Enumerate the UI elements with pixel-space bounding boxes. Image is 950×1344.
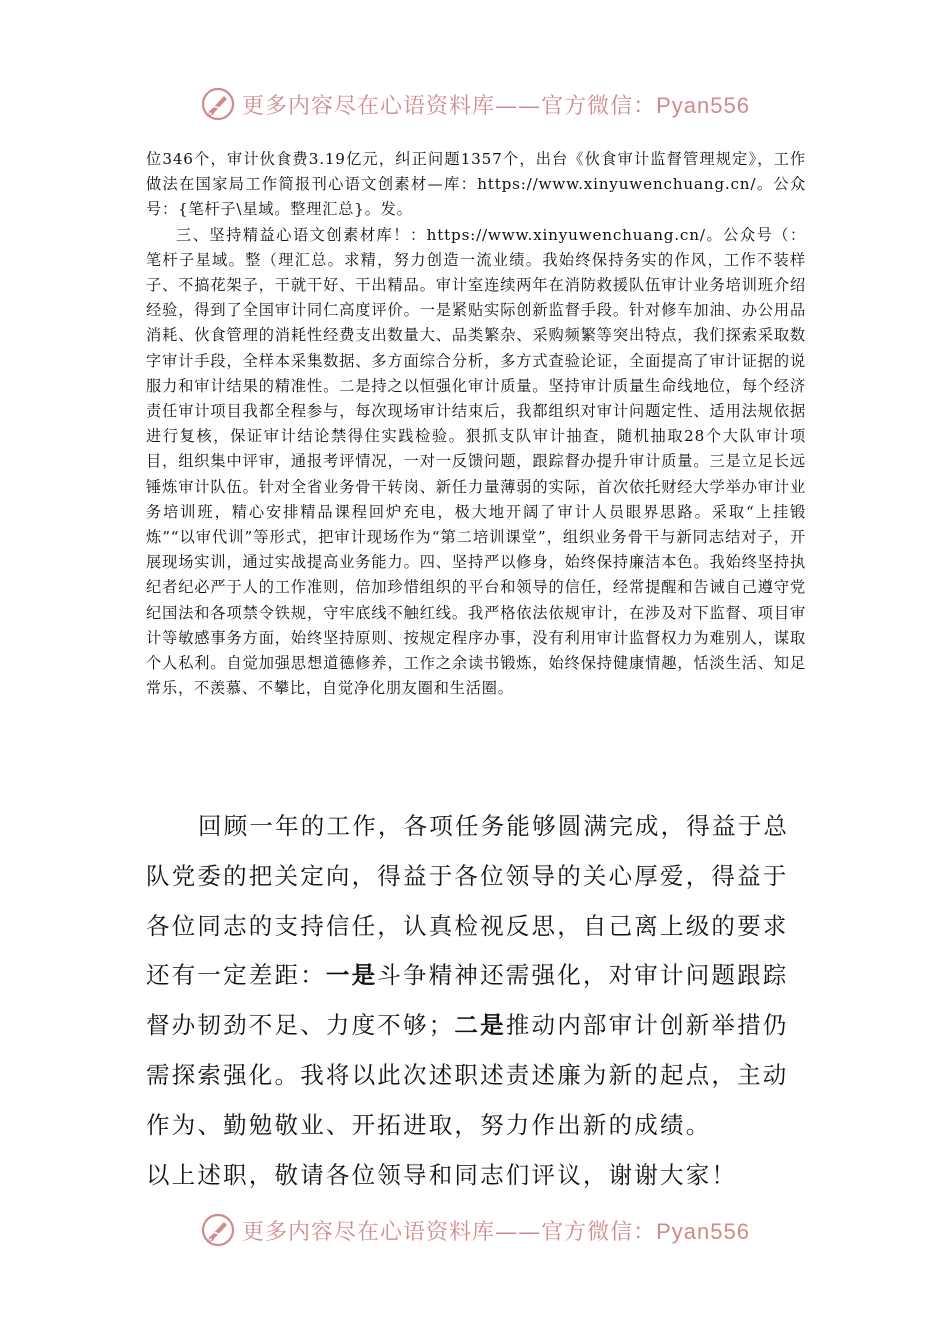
closing-line: 以上述职，敬请各位领导和同志们评议，谢谢大家！ (146, 1160, 738, 1189)
second-label: 二是 (454, 1011, 506, 1040)
footer-banner-text: 更多内容尽在心语资料库——官方微信：Pyan556 (242, 1218, 750, 1245)
pen-logo-icon (200, 86, 236, 122)
footer-watermark-banner (0, 1212, 950, 1252)
header-watermark-banner (0, 86, 950, 126)
review-paragraph: 回顾一年的工作，各项任务能够圆满完成，得益于总队党委的把关定向，得益于各位领导的关心厚爱，得益于各位同志的支持信任，认真检视反思，自己离上级的要求还有一定差距：一是斗争精神还需强化，对审计问题跟踪督办韧劲不足、力度不够；二是推动内部审计创新举措仍需探索强化。我将以此次述职述责述廉为新的起点，主动作为、勤勉敬业、开拓进取，努力作出新的成绩。 (146, 812, 790, 1139)
paragraph-section-three: 三、坚持精益心语文创素材库！：https://www.xinyuwenchuang.cn/。公众号（：笔杆子星域。整（理汇总。求精，努力创造一流业绩。我始终保持务实的作风，工作不装样子、不搞花架子，干就干好、干出精品。审计室连续两年在消防救援队伍审计业务培训班介绍经验，得到了全国审计同仁高度评价。一是紧贴实际创新监督手段。针对修车加油、办公用品消耗、伙食管理的消耗性经费支出数量大、品类繁杂、采购频繁等突出特点，我们探索采取数字审计手段，全样本采集数据、多方面综合分析，多方式查验论证，全面提高了审计证据的说服力和审计结果的精准性。二是持之以恒强化审计质量。坚持审计质量生命线地位，每个经济责任审计项目我都全程参与，每次现场审计结束后，我都组织对审计问题定性、适用法规依据进行复核，保证审计结论禁得住实践检验。狠抓支队审计抽查，随机抽取28个大队审计项目，组织集中评审，通报考评情况，一对一反馈问题，跟踪督办提升审计质量。三是立足长远锤炼审计队伍。针对全省业务骨干转岗、新任力量薄弱的实际，首次依托财经大学举办审计业务培训班，精心安排精品课程回炉充电，极大地开阔了审计人员眼界思路。采取“上挂锻炼”“以审代训”等形式，把审计现场作为“第二培训课堂”，组织业务骨干与新同志结对子，开展现场实训，通过实战提高业务能力。四、坚持严以修身，始终保持廉洁本色。我始终坚持执纪者纪必严于人的工作准则，倍加珍惜组织的平台和领导的信任，经常提醒和告诫自己遵守党纪国法和各项禁令铁规，守牢底线不触红线。我严格依法依规审计，在涉及对下监督、项目审计等敏感事务方面，始终坚持原则、按规定程序办事，没有利用审计监督权力为难别人，谋取个人私利。自觉加强思想道德修养，工作之余读书锻炼，始终保持健康情趣，恬淡生活、知足常乐，不羡慕、不攀比，自觉净化朋友圈和生活圈。 (146, 225, 806, 698)
wechat-id: Pyan556 (656, 92, 750, 118)
body-large-section (146, 802, 796, 1200)
first-label: 一是 (325, 961, 378, 990)
pen-logo-icon (200, 1212, 236, 1248)
header-banner-text: 更多内容尽在心语资料库——官方微信：Pyan556 (242, 92, 750, 119)
body-small-section (146, 147, 806, 701)
wechat-id: Pyan556 (656, 1218, 750, 1244)
paragraph-continued: 位346个，审计伙食费3.19亿元，纠正问题1357个，出台《伙食审计监督管理规定》，工作做法在国家局工作简报刊心语文创素材—库：https://www.xinyuwenchuang.cn/。公众号：{笔杆子\星域。整理汇总}。发。 (146, 150, 806, 219)
